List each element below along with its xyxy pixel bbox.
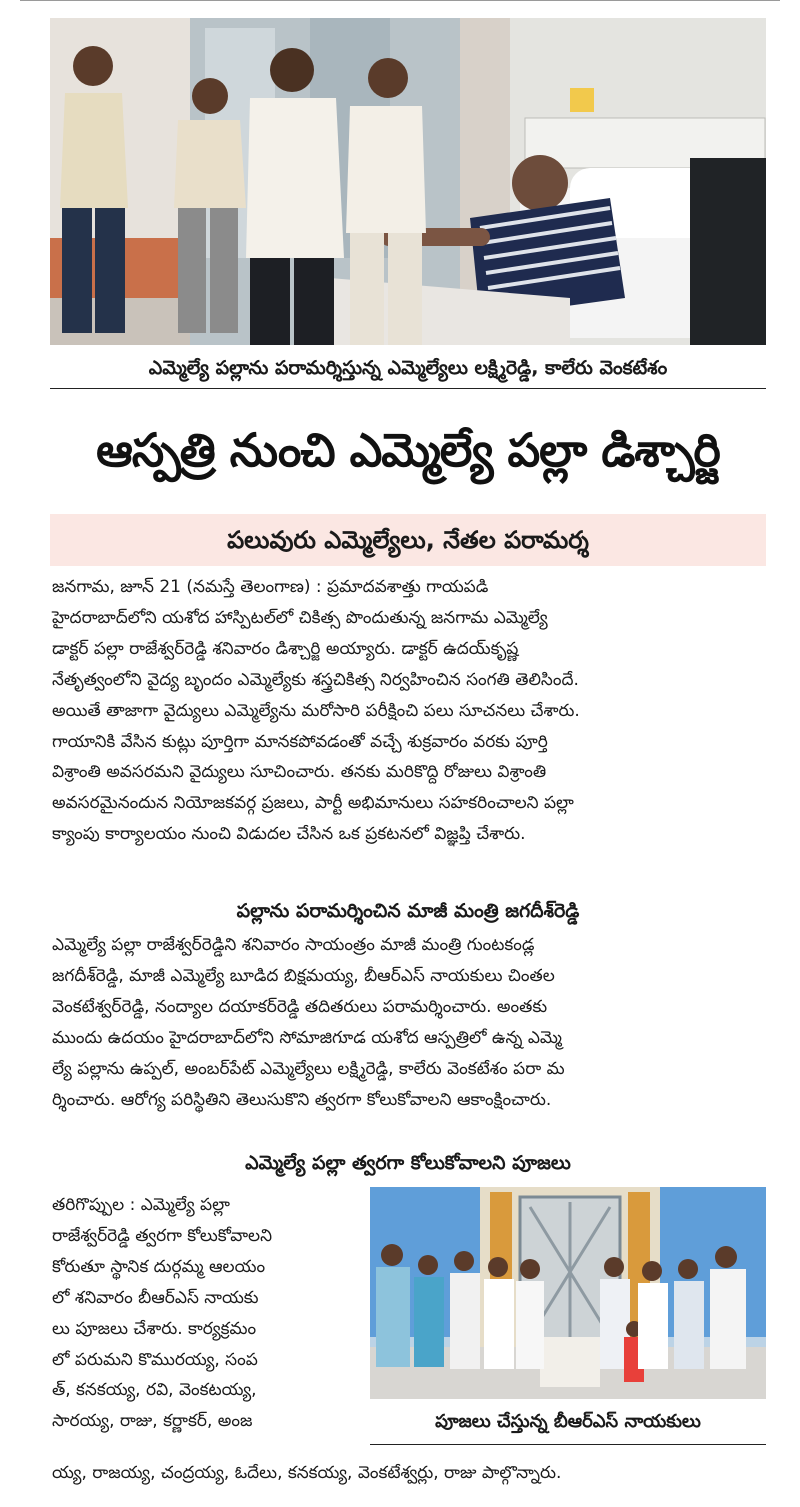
photo1-caption: ఎమ్మెల్యే పల్లాను పరామర్శిస్తున్న ఎమ్మెల్యేలు లక్ష్మిరెడ్డి, కాలేరు వెంకటేశం — [50, 348, 766, 389]
section-heading-2: పల్లాను పరామర్శించిన మాజీ మంత్రి జగదీశ్‌రెడ్డి — [236, 900, 580, 922]
article-paragraph-3: తరిగొప్పుల : ఎమ్మెల్యే పల్లా రాజేశ్వర్‌రెడ్డి త్వరగా కోలుకోవాలని కోరుతూ స్థానిక దుర్గమ్మ ఆలయం లో శనివారం బీఆర్‌ఎస్ నాయకు లు పూజలు చేశారు. కార్యక్రమం లో పరుమని కొమురయ్య, సంప త్, కనకయ్య, రవి, వెంకటయ్య, సారయ్య, రాజు, కర్ణాకర్, అంజ — [52, 1195, 273, 1432]
page-top-border — [20, 0, 780, 7]
article-paragraph-3-last-line: య్య, రాజయ్య, చంద్రయ్య, ఓదేలు, కనకయ్య, వెంకటేశ్వర్లు, రాజు పాల్గొన్నారు. — [52, 1463, 562, 1483]
subheadline: పలువురు ఎమ్మెల్యేలు, నేతల పరామర్శ — [50, 514, 766, 566]
headline: ఆస్పత్రి నుంచి ఎమ్మెల్యే పల్లా డిశ్చార్జి — [96, 423, 720, 477]
temple-prayer-illustration — [370, 1187, 766, 1399]
article-paragraph-1: జనగామ, జూన్ 21 (నమస్తే తెలంగాణ) : ప్రమాదవశాత్తు గాయపడి హైదరాబాద్‌లోని యశోద హాస్పిటల్‌లో చికిత్స పొందుతున్న జనగామ ఎమ్మెల్యే డాక్టర్ పల్లా రాజేశ్వర్‌రెడ్డి శనివారం డిశ్చార్జి అయ్యారు. డాక్టర్ ఉదయ్‌కృష్ణ నేతృత్వంలోని వైద్య బృందం ఎమ్మెల్యేకు శస్త్రచికిత్స నిర్వహించిన సంగతి తెలిసిందే. అయితే తాజాగా వైద్యులు ఎమ్మెల్యేను మరోసారి పరీక్షించి పలు సూచనలు చేశారు. గాయానికి వేసిన కుట్లు పూర్తిగా మానకపోవడంతో వచ్చే శుక్రవారం వరకు పూర్తి విశ్రాంతి అవసరమని వైద్యులు సూచించారు. తనకు మరికొద్ది రోజులు విశ్రాంతి అవసరమైనందున నియోజకవర్గ ప్రజలు, పార్టీ అభిమానులు సహకరించాలని పల్లా క్యాంపు కార్యాలయం నుంచి విడుదల చేసిన ఒక ప్రకటనలో విజ్ఞప్తి చేశారు. — [52, 577, 580, 845]
article-paragraph-2: ఎమ్మెల్యే పల్లా రాజేశ్వర్‌రెడ్డిని శనివారం సాయంత్రం మాజీ మంత్రి గుంటకండ్ల జగదీశ్‌రెడ్డి, మాజీ ఎమ్మెల్యే బూడిద బిక్షమయ్య, బీఆర్‌ఎస్ నాయకులు చింతల వెంకటేశ్వర్‌రెడ్డి, నంద్యాల దయాకర్‌రెడ్డి తదితరులు పరామర్శించారు. అంతకు ముందు ఉదయం హైదరాబాద్‌లోని సోమాజిగూడ యశోద ఆస్పత్రిలో ఉన్న ఎమ్మె ల్యే పల్లాను ఉప్పల్, అంబర్‌పేట్ ఎమ్మెల్యేలు లక్ష్మిరెడ్డి, కాలేరు వెంకటేశం పరా మ ర్శించారు. ఆరోగ్య పరిస్థితిని తెలుసుకొని త్వరగా కోలుకోవాలని ఆకాంక్షించారు. — [52, 935, 565, 1110]
hospital-visit-illustration — [50, 18, 766, 345]
temple-prayer-photo — [370, 1187, 766, 1399]
photo2-caption: పూజలు చేస్తున్న బీఆర్‌ఎస్ నాయకులు — [370, 1400, 766, 1445]
section-heading-3: ఎమ్మెల్యే పల్లా త్వరగా కోలుకోవాలని పూజలు — [245, 1152, 571, 1174]
hospital-visit-photo — [50, 18, 766, 345]
